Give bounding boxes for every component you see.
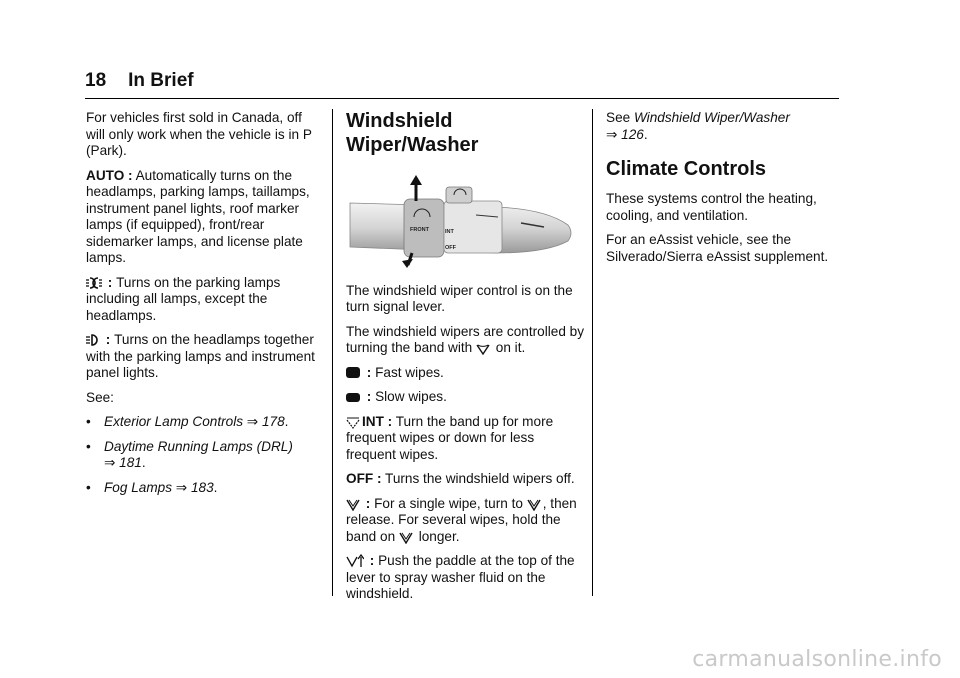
- climate-p2: For an eAssist vehicle, see the Silverado/Sierra eAssist supplement.: [606, 232, 829, 264]
- ref-end: .: [213, 479, 218, 495]
- page-header: [85, 70, 194, 92]
- mist-icon: [399, 531, 413, 544]
- slow-sep: :: [363, 389, 376, 404]
- headlamp-text: Turns on the headlamps together with the parking lamps and instrument panel lights.: [86, 332, 315, 380]
- climate-p1: These systems control the heating, cooling, and ventilation.: [606, 191, 817, 223]
- ref-arrow: ⇒: [104, 455, 120, 470]
- see-arrow: ⇒: [606, 126, 622, 142]
- washer-paragraph: [346, 553, 586, 603]
- bullet: •: [86, 479, 91, 495]
- ref-text[interactable]: Exterior Lamp Controls: [104, 414, 244, 429]
- wiper-section-title: Windshield Wiper/Washer: [346, 110, 479, 156]
- intermittent-wiper-icon: [346, 417, 360, 429]
- watermark: carmanualsonline.info: [692, 647, 942, 672]
- int-label: INT: [445, 229, 454, 235]
- single-text-a: For a single wipe, turn to: [374, 495, 523, 511]
- see-page[interactable]: 126: [621, 126, 644, 142]
- ref-page[interactable]: 183: [190, 479, 214, 495]
- see-end: .: [643, 126, 648, 142]
- ref-end: .: [141, 455, 146, 470]
- off-text: Turns the windshield wipers off.: [381, 471, 575, 486]
- ref-page[interactable]: 178: [261, 414, 285, 429]
- off-paragraph: [346, 471, 586, 488]
- parking-text: Turns on the parking lamps including all lamps, except the headlamps.: [86, 274, 281, 323]
- see-ref-text[interactable]: Windshield Wiper/Washer: [633, 110, 790, 125]
- wiper-icon: [476, 343, 490, 355]
- ref-text[interactable]: Fog Lamps: [104, 479, 173, 495]
- headlamp-icon: [86, 333, 100, 347]
- fast-sep: :: [363, 364, 376, 380]
- front-label: FRONT: [410, 227, 429, 233]
- wiper-band-text-a: The windshield wipers are controlled by turning the band with: [346, 323, 585, 355]
- off-label: OFF: [445, 245, 456, 251]
- washer-text: Push the paddle at the top of the lever to spray washer fluid on the windshield.: [346, 553, 575, 601]
- single-text-b: , then release. For several wipes, hold the band on: [346, 495, 577, 544]
- ref-arrow: ⇒: [172, 479, 191, 495]
- wiper-band: [346, 324, 586, 357]
- column-2: [346, 109, 586, 611]
- bullet: •: [86, 414, 91, 429]
- mist-icon: [346, 498, 360, 511]
- wiper-band-text-b: on it.: [492, 340, 526, 355]
- ref-arrow: ⇒: [243, 414, 262, 429]
- parking-paragraph: [86, 275, 322, 325]
- ref-text[interactable]: Daytime Running Lamps (DRL): [104, 438, 293, 454]
- headlamp-paragraph: [86, 332, 322, 382]
- parking-sep: :: [104, 274, 117, 290]
- fast-text: Fast wipes.: [375, 364, 444, 380]
- ref-item-fog-lamps[interactable]: [86, 480, 322, 497]
- auto-paragraph: [86, 168, 322, 267]
- ref-item-exterior-lamps[interactable]: [86, 414, 322, 431]
- wiper-intro: The windshield wiper control is on the turn signal lever.: [346, 282, 573, 314]
- see-label: See:: [86, 389, 114, 405]
- parking-lamp-icon: [86, 276, 102, 290]
- ref-end: .: [284, 414, 289, 429]
- bullet: •: [86, 438, 91, 454]
- page-number: 18: [85, 70, 107, 91]
- auto-text: Automatically turns on the headlamps, parking lamps, taillamps, instrument panel lights, roof marker lamps (if equipped), front/rear sidemarker lamps, and license plate lamps.: [86, 167, 310, 265]
- slow-text: Slow wipes.: [375, 389, 447, 404]
- see-text: See: [606, 110, 634, 125]
- ref-item-drl[interactable]: [86, 439, 322, 472]
- column-divider-2: [592, 109, 593, 596]
- mist-icon: [527, 498, 541, 511]
- int-text: Turn the band up for more frequent wipes or down for less frequent wipes.: [346, 413, 554, 462]
- single-text-c: longer.: [414, 528, 460, 544]
- single-wipe-paragraph: [346, 496, 586, 546]
- int-paragraph: [346, 414, 586, 464]
- header-rule: [85, 98, 839, 99]
- single-sep: :: [362, 495, 375, 511]
- wiper-lever-figure: [346, 173, 576, 268]
- off-label-text: OFF :: [346, 471, 382, 486]
- section-title: In Brief: [128, 70, 194, 91]
- slow-wipes: [346, 389, 586, 406]
- canada-note: For vehicles first sold in Canada, off will only work when the vehicle is in P (Park).: [86, 110, 312, 158]
- column-3: [606, 110, 838, 273]
- column-1: [86, 110, 322, 504]
- see-wiper-ref[interactable]: [606, 110, 838, 143]
- slow-wipe-icon: [346, 393, 360, 402]
- washer-sep: :: [366, 553, 379, 568]
- column-divider-1: [332, 109, 333, 596]
- fast-wipe-icon: [346, 367, 360, 378]
- fast-wipes: [346, 365, 586, 382]
- int-label-text: INT :: [362, 413, 393, 429]
- auto-label: AUTO :: [86, 167, 133, 183]
- headlamp-sep: :: [102, 332, 115, 347]
- ref-page[interactable]: 181: [119, 455, 142, 470]
- climate-section-title: Climate Controls: [606, 158, 767, 180]
- washer-icon: [346, 554, 364, 568]
